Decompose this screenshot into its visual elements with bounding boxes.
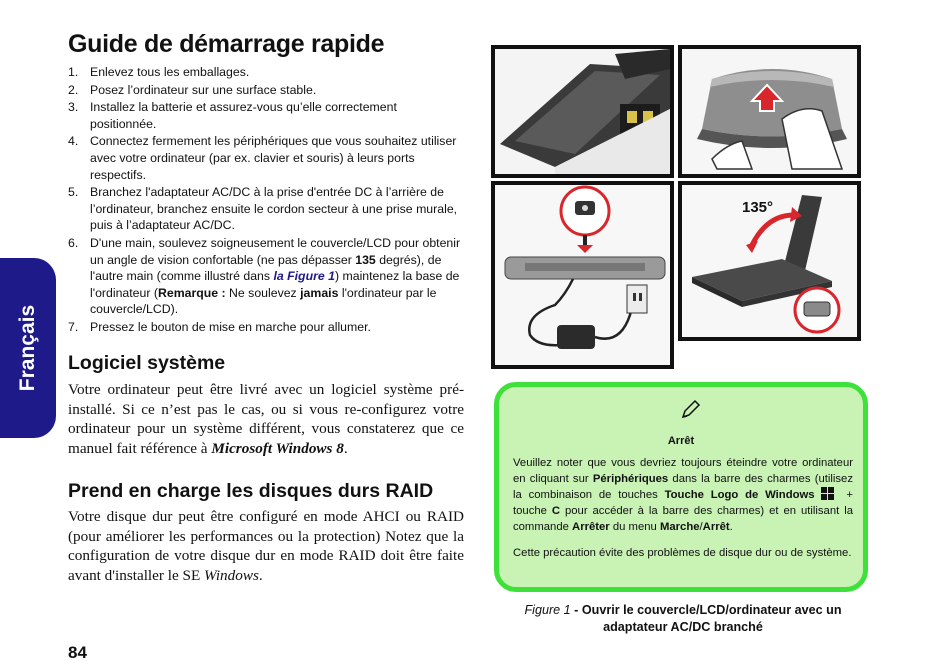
page-title: Guide de démarrage rapide <box>68 30 385 58</box>
software-text-end: . <box>343 439 348 457</box>
shutdown-note <box>494 382 868 592</box>
raid-paragraph <box>68 507 464 585</box>
list-item <box>68 133 464 183</box>
os-name: Microsoft Windows 8 <box>211 439 344 457</box>
list-item <box>68 184 464 234</box>
caption-text: - Ouvrir le couvercle/LCD/ordinateur avec un adaptateur AC/DC branché <box>570 603 842 634</box>
note-text: dans la barre des charmes (utilisez la combinaison de touches <box>513 473 853 501</box>
note-text: Veuillez noter que vous devriez toujours éteindre votre ordinateur en cliquant sur <box>513 457 853 485</box>
list-item <box>68 235 464 318</box>
laptop-angle-photo <box>678 181 861 341</box>
software-heading: Logiciel système <box>68 352 226 374</box>
step-text: Branchez l'adaptateur AC/DC à la prise d'entrée DC à l’arrière de l’ordinateur, branchez ensuite le cordon secteur à une prise murale, puis à l’adaptateur AC/DC. <box>90 185 458 233</box>
step-text: ) maintenez la base de l'ordinateur ( <box>90 269 460 300</box>
software-text: Votre ordinateur peut être livré avec un logiciel système pré-installé. Si ce n’est pas le cas, ou si vous re-configurez votre ordinateur pour un système différent, vous constaterez que ce manuel fait référence à <box>68 381 464 457</box>
note-bold: Touche Logo de Windows <box>664 489 815 501</box>
raid-heading: Prend en charge les disques durs RAID <box>68 480 434 502</box>
note-bold: Arrêt <box>702 521 730 533</box>
emphasis-text: jamais <box>300 285 339 300</box>
step-text: Posez l’ordinateur sur une surface stable. <box>90 82 317 97</box>
raid-text-end: . <box>258 566 263 584</box>
list-item <box>68 82 464 99</box>
step-text: Pressez le bouton de mise en marche pour allumer. <box>90 319 371 334</box>
note-text: + touche <box>513 489 853 517</box>
figure-label: Figure 1 <box>524 603 571 617</box>
windows-logo-icon <box>821 487 834 500</box>
note-title: Arrêt <box>667 435 695 447</box>
battery-photo <box>491 45 674 178</box>
step-text: Enlevez tous les emballages. <box>90 65 250 79</box>
note-text: pour accéder à la barre des charmes) et en utilisant la commande <box>513 505 853 533</box>
pen-icon <box>679 399 701 421</box>
list-item <box>68 64 464 81</box>
lid-opening-photo <box>678 45 861 178</box>
adapter-connection-photo <box>491 181 674 369</box>
step-number: 6. <box>68 235 79 250</box>
software-paragraph <box>68 380 464 458</box>
note-text: du menu <box>609 521 660 533</box>
step-text: degrés), de l'autre main (comme illustré dans <box>90 252 442 284</box>
step-text: l'ordinateur par le couvercle/LCD). <box>90 285 437 317</box>
os-name: Windows <box>204 566 259 584</box>
list-item <box>68 319 464 336</box>
figure-caption <box>496 602 870 636</box>
figure-link[interactable]: la Figure 1 <box>273 269 335 284</box>
note-bold: Arrêter <box>572 521 610 533</box>
step-text: Installez la batterie et assurez-vous qu’elle correctement positionnée. <box>90 100 397 131</box>
step-number: 3. <box>68 100 79 115</box>
list-item <box>68 99 464 132</box>
step-text: Connectez fermement les périphériques que vous souhaitez utiliser avec votre ordinateur (par ex. clavier et souris) à leurs ports respectifs. <box>90 134 457 182</box>
remark-label: Remarque : <box>157 285 226 300</box>
step-number: 2. <box>68 82 79 97</box>
note-bold: Périphériques <box>592 473 669 485</box>
note-bold: Marche <box>659 521 700 533</box>
raid-text: Votre disque dur peut être configuré en mode AHCI ou RAID (pour améliorer les performances ou la protection) Notez que la configuration de votre disque dur en mode RAID doit être faite avant d'installer le SE <box>68 508 464 584</box>
note-bold: C <box>551 505 561 517</box>
language-tab-label: Français <box>16 304 39 392</box>
note-paragraph <box>513 455 853 535</box>
angle-value: 135 <box>355 252 376 267</box>
note-text: . <box>729 521 733 533</box>
angle-label: 135° <box>742 199 774 216</box>
step-number: 1. <box>68 65 79 79</box>
step-number: 5. <box>68 185 79 200</box>
step-number: 4. <box>68 134 79 149</box>
note-paragraph-2: Cette précaution évite des problèmes de disque dur ou de système. <box>513 547 852 559</box>
step-text: D'une main, soulevez soigneusement le couvercle/LCD pour obtenir un angle de vision confortable (ne pas dépasser <box>90 235 461 267</box>
note-text: / <box>699 521 703 533</box>
page-number: 84 <box>68 643 87 662</box>
language-tab <box>0 258 56 438</box>
steps-list <box>68 64 464 337</box>
step-text: Ne soulevez <box>225 285 301 300</box>
step-number: 7. <box>68 319 79 334</box>
